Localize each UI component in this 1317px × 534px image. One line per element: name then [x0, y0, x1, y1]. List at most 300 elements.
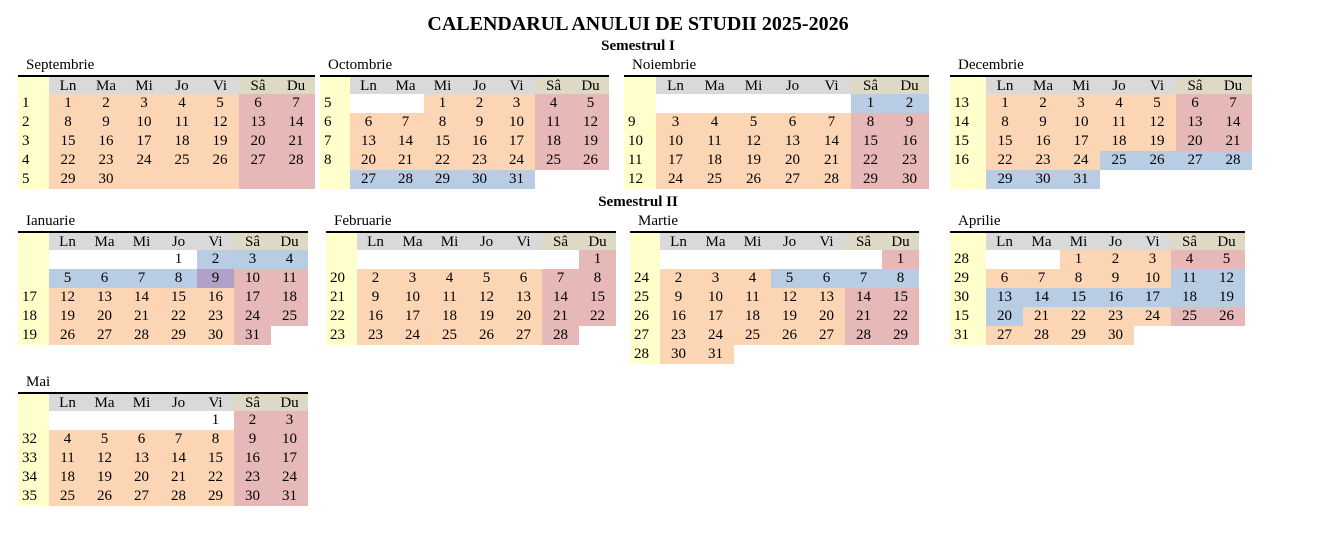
- day-cell: 16: [890, 132, 929, 151]
- day-cell: [163, 170, 201, 189]
- day-cell: 26: [572, 151, 609, 170]
- day-cell: 5: [49, 269, 86, 288]
- day-cell: 5: [572, 94, 609, 113]
- day-cell: 13: [350, 132, 387, 151]
- day-cell: [882, 345, 919, 364]
- day-cell: 21: [123, 307, 160, 326]
- day-cell: 10: [656, 132, 695, 151]
- day-cell: [86, 411, 123, 430]
- day-cell: 18: [734, 307, 771, 326]
- month-mai: [18, 374, 308, 506]
- weekday-header: Mi: [123, 233, 160, 250]
- day-cell: [660, 250, 697, 269]
- week-number: [630, 250, 660, 269]
- week-number: 31: [954, 327, 969, 343]
- day-cell: 16: [660, 307, 697, 326]
- day-cell: 18: [535, 132, 572, 151]
- day-cell: 5: [468, 269, 505, 288]
- day-cell: 23: [660, 326, 697, 345]
- month-name: Octombrie: [328, 57, 393, 73]
- day-cell: 13: [986, 288, 1023, 307]
- day-cell: 7: [812, 113, 851, 132]
- day-cell: [357, 250, 394, 269]
- day-cell: [579, 326, 616, 345]
- weekday-header: Jo: [1097, 233, 1134, 250]
- week-number: [624, 94, 656, 113]
- day-cell: 12: [86, 449, 123, 468]
- day-cell: 25: [49, 487, 86, 506]
- week-number: [18, 411, 49, 430]
- weekday-header: Ln: [656, 77, 695, 94]
- day-cell: 17: [1062, 132, 1100, 151]
- day-cell: 14: [160, 449, 197, 468]
- week-number: 10: [628, 133, 643, 149]
- weekday-header: Ln: [986, 233, 1023, 250]
- day-cell: 20: [239, 132, 277, 151]
- day-cell: 18: [1171, 288, 1208, 307]
- day-cell: 17: [394, 307, 431, 326]
- day-cell: 11: [49, 449, 86, 468]
- day-cell: 6: [808, 269, 845, 288]
- day-cell: 8: [1060, 269, 1097, 288]
- day-cell: [387, 94, 424, 113]
- day-cell: 6: [1176, 94, 1214, 113]
- month-name: Ianuarie: [26, 213, 76, 229]
- day-cell: 10: [271, 430, 308, 449]
- day-cell: 2: [890, 94, 929, 113]
- day-cell: [1214, 170, 1252, 189]
- day-cell: 1: [1060, 250, 1097, 269]
- day-cell: 14: [812, 132, 851, 151]
- day-cell: 23: [1097, 307, 1134, 326]
- day-cell: 6: [239, 94, 277, 113]
- day-cell: [125, 170, 163, 189]
- day-cell: [239, 170, 277, 189]
- day-cell: [812, 94, 851, 113]
- day-cell: 15: [1060, 288, 1097, 307]
- day-cell: 23: [890, 151, 929, 170]
- day-cell: [697, 250, 734, 269]
- day-cell: 9: [197, 269, 234, 288]
- day-cell: 15: [882, 288, 919, 307]
- day-cell: 21: [812, 151, 851, 170]
- day-cell: 24: [394, 326, 431, 345]
- day-cell: 23: [87, 151, 125, 170]
- day-cell: 16: [1097, 288, 1134, 307]
- month-name: Aprilie: [958, 213, 1001, 229]
- weekday-header: Vi: [498, 77, 535, 94]
- weekday-header: Ma: [1024, 77, 1062, 94]
- day-cell: 4: [734, 269, 771, 288]
- semester-1-heading: Semestrul I: [601, 38, 675, 54]
- day-cell: 9: [357, 288, 394, 307]
- day-cell: 31: [271, 487, 308, 506]
- day-cell: 5: [1208, 250, 1245, 269]
- semester-2-heading: Semestrul II: [598, 194, 678, 210]
- day-cell: 9: [1097, 269, 1134, 288]
- day-cell: 19: [468, 307, 505, 326]
- day-cell: 22: [851, 151, 890, 170]
- day-cell: 29: [986, 170, 1024, 189]
- day-cell: [845, 345, 882, 364]
- day-cell: [277, 170, 315, 189]
- day-cell: [86, 250, 123, 269]
- day-cell: 21: [1023, 307, 1060, 326]
- day-cell: 31: [1062, 170, 1100, 189]
- weekday-header: Jo: [468, 233, 505, 250]
- weekday-header: Jo: [1100, 77, 1138, 94]
- day-cell: 1: [49, 94, 87, 113]
- day-cell: 7: [160, 430, 197, 449]
- day-cell: 9: [1024, 113, 1062, 132]
- weekday-header: Ln: [49, 77, 87, 94]
- day-cell: 27: [773, 170, 812, 189]
- week-number: 16: [954, 152, 969, 168]
- weekday-header: Mi: [734, 77, 773, 94]
- day-cell: [734, 94, 773, 113]
- day-cell: 14: [542, 288, 579, 307]
- day-cell: 5: [201, 94, 239, 113]
- week-number: 28: [954, 251, 969, 267]
- day-cell: 12: [49, 288, 86, 307]
- week-number: 2: [22, 114, 30, 130]
- week-number: 17: [22, 289, 37, 305]
- day-cell: 1: [197, 411, 234, 430]
- day-cell: 7: [1214, 94, 1252, 113]
- day-cell: 2: [1097, 250, 1134, 269]
- weekday-header: Vi: [812, 77, 851, 94]
- weekday-header: Ln: [357, 233, 394, 250]
- day-cell: 3: [271, 411, 308, 430]
- day-cell: [734, 250, 771, 269]
- weekday-header: Mi: [123, 394, 160, 411]
- day-cell: 27: [505, 326, 542, 345]
- day-cell: 8: [197, 430, 234, 449]
- day-cell: 23: [234, 468, 271, 487]
- day-cell: 22: [986, 151, 1024, 170]
- day-cell: 14: [845, 288, 882, 307]
- week-number: 12: [628, 171, 643, 187]
- day-cell: 7: [1023, 269, 1060, 288]
- day-cell: 4: [271, 250, 308, 269]
- page-title: CALENDARUL ANULUI DE STUDII 2025-2026: [427, 13, 849, 35]
- day-cell: 15: [986, 132, 1024, 151]
- day-cell: 4: [1100, 94, 1138, 113]
- day-cell: 12: [201, 113, 239, 132]
- week-number: [326, 250, 357, 269]
- weekday-header: Ma: [394, 233, 431, 250]
- day-cell: 19: [771, 307, 808, 326]
- day-cell: 2: [660, 269, 697, 288]
- weekday-header: Ma: [695, 77, 734, 94]
- day-cell: 27: [123, 487, 160, 506]
- weekday-header: Du: [579, 233, 616, 250]
- week-number: 27: [634, 327, 649, 343]
- day-cell: 30: [660, 345, 697, 364]
- month-ianuarie: [18, 213, 308, 345]
- day-cell: 26: [49, 326, 86, 345]
- day-cell: 2: [197, 250, 234, 269]
- day-cell: 10: [125, 113, 163, 132]
- day-cell: [535, 170, 572, 189]
- day-cell: 21: [1214, 132, 1252, 151]
- day-cell: 11: [163, 113, 201, 132]
- day-cell: 3: [656, 113, 695, 132]
- weekday-header: Ln: [660, 233, 697, 250]
- day-cell: 11: [271, 269, 308, 288]
- week-number: [950, 170, 986, 189]
- day-cell: 8: [579, 269, 616, 288]
- day-cell: 3: [234, 250, 271, 269]
- day-cell: 13: [239, 113, 277, 132]
- day-cell: 4: [431, 269, 468, 288]
- week-number: 20: [330, 270, 345, 286]
- day-cell: 27: [986, 326, 1023, 345]
- day-cell: 20: [86, 307, 123, 326]
- week-number: 18: [22, 308, 37, 324]
- day-cell: 7: [845, 269, 882, 288]
- day-cell: 21: [160, 468, 197, 487]
- week-number: 1: [22, 95, 30, 111]
- weekday-header: Du: [1214, 77, 1252, 94]
- weekday-header: Ma: [86, 394, 123, 411]
- day-cell: 24: [271, 468, 308, 487]
- day-cell: 16: [87, 132, 125, 151]
- weekday-header: Sâ: [542, 233, 579, 250]
- day-cell: 31: [498, 170, 535, 189]
- day-cell: 26: [201, 151, 239, 170]
- day-cell: 29: [1060, 326, 1097, 345]
- day-cell: [773, 94, 812, 113]
- day-cell: 28: [277, 151, 315, 170]
- day-cell: 12: [771, 288, 808, 307]
- day-cell: [1134, 326, 1171, 345]
- day-cell: 6: [986, 269, 1023, 288]
- day-cell: [201, 170, 239, 189]
- day-cell: 26: [1138, 151, 1176, 170]
- weekday-header: Mi: [734, 233, 771, 250]
- day-cell: [123, 250, 160, 269]
- day-cell: 29: [882, 326, 919, 345]
- day-cell: 29: [851, 170, 890, 189]
- day-cell: 13: [808, 288, 845, 307]
- day-cell: 16: [197, 288, 234, 307]
- day-cell: 30: [197, 326, 234, 345]
- day-cell: 17: [234, 288, 271, 307]
- day-cell: 13: [123, 449, 160, 468]
- day-cell: 20: [773, 151, 812, 170]
- weekday-header: Jo: [461, 77, 498, 94]
- day-cell: 14: [387, 132, 424, 151]
- day-cell: 30: [1097, 326, 1134, 345]
- day-cell: 4: [1171, 250, 1208, 269]
- weekday-header: Ln: [350, 77, 387, 94]
- day-cell: 4: [695, 113, 734, 132]
- day-cell: 6: [350, 113, 387, 132]
- weekday-header: Sâ: [845, 233, 882, 250]
- day-cell: 2: [87, 94, 125, 113]
- day-cell: 25: [734, 326, 771, 345]
- day-cell: [49, 250, 86, 269]
- weekday-header: Ln: [49, 233, 86, 250]
- day-cell: [986, 250, 1023, 269]
- weekday-header: Mi: [1062, 77, 1100, 94]
- weekday-header: Ln: [49, 394, 86, 411]
- day-cell: [1176, 170, 1214, 189]
- weekday-header: Ma: [87, 77, 125, 94]
- weekday-header: Du: [882, 233, 919, 250]
- weekday-header: Vi: [197, 394, 234, 411]
- day-cell: [505, 250, 542, 269]
- month-name: Februarie: [334, 213, 392, 229]
- weekday-header: Ln: [986, 77, 1024, 94]
- day-cell: 24: [234, 307, 271, 326]
- day-cell: 6: [505, 269, 542, 288]
- day-cell: 23: [197, 307, 234, 326]
- day-cell: [808, 345, 845, 364]
- day-cell: 11: [431, 288, 468, 307]
- day-cell: 30: [461, 170, 498, 189]
- day-cell: [350, 94, 387, 113]
- day-cell: 25: [695, 170, 734, 189]
- weekday-header: Jo: [163, 77, 201, 94]
- day-cell: 20: [808, 307, 845, 326]
- day-cell: 21: [845, 307, 882, 326]
- week-number: 15: [954, 133, 969, 149]
- week-number: 8: [324, 152, 332, 168]
- day-cell: 10: [234, 269, 271, 288]
- weekday-header: Jo: [160, 233, 197, 250]
- week-number: 9: [628, 114, 636, 130]
- day-cell: 14: [277, 113, 315, 132]
- day-cell: 16: [234, 449, 271, 468]
- day-cell: 26: [771, 326, 808, 345]
- day-cell: 6: [773, 113, 812, 132]
- week-number: 24: [634, 270, 649, 286]
- week-number: 23: [330, 327, 345, 343]
- day-cell: 9: [660, 288, 697, 307]
- weekday-header: Mi: [125, 77, 163, 94]
- day-cell: 21: [387, 151, 424, 170]
- day-cell: 1: [851, 94, 890, 113]
- week-number: 14: [954, 114, 969, 130]
- day-cell: 10: [1134, 269, 1171, 288]
- day-cell: 3: [1134, 250, 1171, 269]
- day-cell: [123, 411, 160, 430]
- day-cell: 30: [234, 487, 271, 506]
- day-cell: 25: [1100, 151, 1138, 170]
- day-cell: 31: [234, 326, 271, 345]
- day-cell: 25: [535, 151, 572, 170]
- day-cell: 28: [542, 326, 579, 345]
- day-cell: 22: [49, 151, 87, 170]
- day-cell: 10: [498, 113, 535, 132]
- day-cell: 28: [845, 326, 882, 345]
- week-number: 21: [330, 289, 345, 305]
- day-cell: 24: [656, 170, 695, 189]
- day-cell: 4: [535, 94, 572, 113]
- week-number: 30: [954, 289, 969, 305]
- day-cell: 12: [572, 113, 609, 132]
- month-decembrie: [950, 57, 1252, 189]
- day-cell: 21: [542, 307, 579, 326]
- day-cell: 28: [123, 326, 160, 345]
- day-cell: 11: [1171, 269, 1208, 288]
- month-octombrie: [320, 57, 609, 189]
- week-number: 26: [634, 308, 649, 324]
- day-cell: 5: [771, 269, 808, 288]
- day-cell: [468, 250, 505, 269]
- day-cell: [1100, 170, 1138, 189]
- month-februarie: [326, 213, 616, 345]
- day-cell: 28: [1023, 326, 1060, 345]
- weekday-header: Vi: [1134, 233, 1171, 250]
- day-cell: 4: [49, 430, 86, 449]
- day-cell: 17: [697, 307, 734, 326]
- day-cell: 1: [160, 250, 197, 269]
- day-cell: [1138, 170, 1176, 189]
- weekday-header: Sâ: [234, 394, 271, 411]
- week-number: 19: [22, 327, 37, 343]
- day-cell: 28: [812, 170, 851, 189]
- month-aprilie: [950, 213, 1245, 345]
- day-cell: [271, 326, 308, 345]
- day-cell: [656, 94, 695, 113]
- day-cell: 17: [271, 449, 308, 468]
- day-cell: [160, 411, 197, 430]
- week-number: 13: [954, 95, 969, 111]
- day-cell: 10: [697, 288, 734, 307]
- week-number: 22: [330, 308, 345, 324]
- month-name: Mai: [26, 374, 51, 390]
- day-cell: 14: [1214, 113, 1252, 132]
- weekday-header: Vi: [1138, 77, 1176, 94]
- week-number: [18, 250, 49, 269]
- day-cell: 14: [1023, 288, 1060, 307]
- weekday-header: Du: [271, 233, 308, 250]
- day-cell: 18: [431, 307, 468, 326]
- weekday-header: Sâ: [1176, 77, 1214, 94]
- weekday-header: Du: [271, 394, 308, 411]
- day-cell: 18: [695, 151, 734, 170]
- week-number: 15: [954, 308, 969, 324]
- weekday-header: Ma: [697, 233, 734, 250]
- day-cell: 14: [123, 288, 160, 307]
- day-cell: 2: [357, 269, 394, 288]
- week-number: 11: [628, 152, 643, 168]
- day-cell: 28: [160, 487, 197, 506]
- day-cell: 23: [461, 151, 498, 170]
- weekday-header: Vi: [808, 233, 845, 250]
- day-cell: 11: [1100, 113, 1138, 132]
- weekday-header: Du: [572, 77, 609, 94]
- weekday-header: Mi: [424, 77, 461, 94]
- day-cell: 15: [49, 132, 87, 151]
- day-cell: 29: [160, 326, 197, 345]
- day-cell: [771, 250, 808, 269]
- week-number: 35: [22, 488, 37, 504]
- day-cell: 13: [1176, 113, 1214, 132]
- day-cell: [808, 250, 845, 269]
- day-cell: [394, 250, 431, 269]
- day-cell: 10: [394, 288, 431, 307]
- day-cell: 26: [734, 170, 773, 189]
- day-cell: 15: [579, 288, 616, 307]
- day-cell: 24: [125, 151, 163, 170]
- day-cell: [1208, 326, 1245, 345]
- day-cell: 26: [468, 326, 505, 345]
- day-cell: 9: [87, 113, 125, 132]
